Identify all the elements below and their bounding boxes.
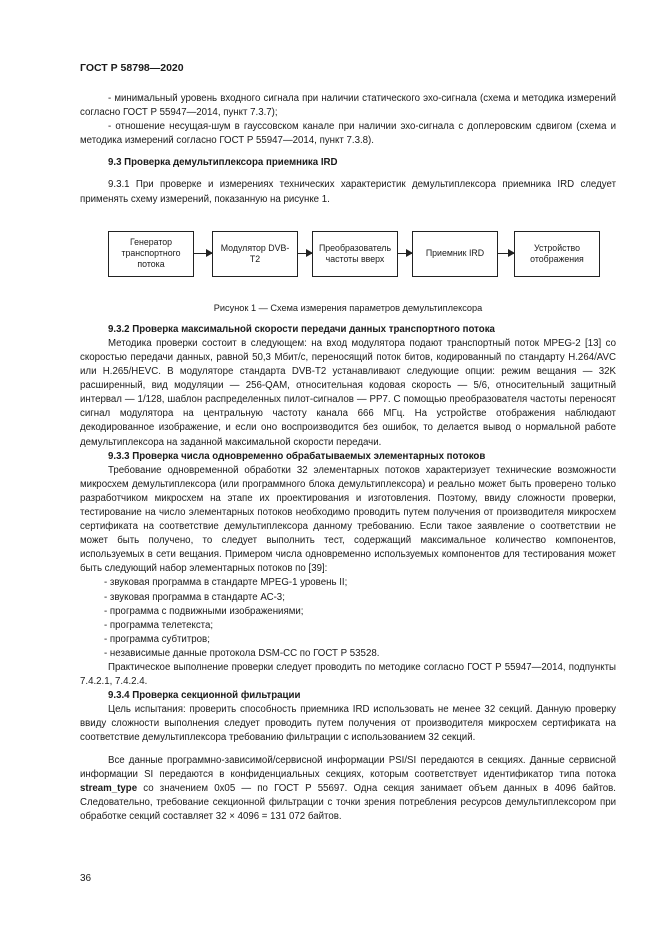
paragraph-9-3-3-method: Практическое выполнение проверки следует проводить по методике согласно ГОСТ Р 55947—2014, подпункты 7.4.2.1, 7.4.2.4.: [80, 662, 616, 688]
arrow-icon: [398, 253, 412, 254]
box-stream-generator: Генератор транспортного потока: [108, 231, 194, 277]
arrow-icon: [498, 253, 514, 254]
paragraph-9-3-3: Требование одновременной обработки 32 элементарных потоков характеризует технические возможности микросхем демультиплексора (или программного блока демультиплексора) и реально может быть проверено только разработчиком микросхем на этапе их проектирования и изготовления. Поэтому, ввиду сложности проверки, тестирование на число элементарных потоков необходимо проводить путем получения от производителя микросхем сертификата на соответствие демультиплексора данному требованию. Если такое заявление о соответствии не может быть получено, то следует выполнить тест, содержащий максимальное количество компонентов, используемых в сети вещания. Примером числа одновременно используемых компонентов для тестирования может быть следующий набор элементарных потоков по [39]:: [80, 464, 616, 575]
list-item: - звуковая программа в стандарте АС-3;: [104, 591, 285, 603]
list-item: - звуковая программа в стандарте MPEG-1 уровень II;: [104, 577, 348, 589]
page-number: 36: [80, 873, 92, 884]
arrow-icon: [298, 253, 312, 254]
figure-caption: Рисунок 1 — Схема измерения параметров демультиплексора: [213, 302, 483, 313]
section-heading-9-3-3: 9.3.3 Проверка числа одновременно обрабатываемых элементарных потоков: [108, 450, 486, 462]
arrow-icon: [194, 253, 212, 254]
intro-item: - минимальный уровень входного сигнала при наличии статического эхо-сигнала (схема и методика измерений согласно ГОСТ Р 55947—2014, пункт 7.3.7);: [80, 93, 616, 119]
box-display-device: Устройство отображения: [514, 231, 600, 277]
box-modulator: Модулятор DVB-T2: [212, 231, 298, 277]
page-body: [80, 92, 616, 824]
list-item: - программа субтитров;: [104, 633, 210, 645]
box-upconverter: Преобразователь частоты вверх: [312, 231, 398, 277]
intro-item: - отношение несущая-шум в гауссовском канале при наличии эхо-сигнала с доплеровским сдвигом (схема и методика измерений согласно ГОСТ Р 55947—2014, пункт 7.3.8).: [80, 121, 616, 147]
list-item: - программа телетекста;: [104, 619, 214, 631]
paragraph-9-3-2: Методика проверки состоит в следующем: на вход модулятора подают транспортный поток MPEG-2 [13] со скоростью передачи данных, равной 50,3 Мбит/с, переносящий поток битов, кодированный по стандарту H.264/AVC или H.265/HEVC. В модуляторе стандарта DVB-T2 устанавливают следующие опции: режим вещания — 32K расширенный, вид модуляции — 256-QAM, относительная кодовая скорость — 5/6, относительный защитный интервал — 1/128, шаблон распределенных пилот-сигналов — PP7. С помощью преобразователя частоты переносят сигнал модулятора на центральную частоту канала 666 МГц. На устройстве отображения наблюдают декодированное изображение, и если оно воспроизводится без ошибок, то делается вывод о нормальной работе демультиплексора на заданной максимальной скорости передачи.: [80, 337, 616, 448]
section-heading-9-3-2: 9.3.2 Проверка максимальной скорости передачи данных транспортного потока: [108, 323, 495, 335]
section-heading-9-3-4: 9.3.4 Проверка секционной фильтрации: [108, 690, 301, 702]
figure-1-diagram: [80, 217, 616, 299]
paragraph-9-3-4-psi-si: [80, 754, 616, 824]
section-heading-9-3: 9.3 Проверка демультиплексора приемника IRD: [108, 157, 338, 169]
list-item: - независимые данные протокола DSM-CC по ГОСТ Р 53528.: [104, 647, 380, 659]
elementary-streams-list: [80, 576, 616, 661]
paragraph-9-3-4-purpose: Цель испытания: проверить способность приемника IRD использовать не менее 32 секций. Данную проверку ввиду сложности выполнения следует проводить путем получения от производителя микросхем сертификата на соответствие демультиплексора требованию фильтрации с использованием 32 секций.: [80, 704, 616, 744]
psi-si-text-end: со значением 0x05 — по ГОСТ Р 55697. Одна секция занимает объем данных в 4096 байтов. Следовательно, требование секционной фильтрации с точки зрения потребления ресурсов демультиплексором при обработке секций составляет 32 × 4096 = 131 072 байтов.: [80, 782, 616, 822]
box-ird-receiver: Приемник IRD: [412, 231, 498, 277]
document-header: ГОСТ Р 58798—2020: [80, 62, 184, 74]
paragraph-9-3-1: 9.3.1 При проверке и измерениях технических характеристик демультиплексора приемника IRD следует применять схему измерений, показанную на рисунке 1.: [80, 179, 616, 205]
psi-si-text-start: Все данные программно-зависимой/сервисной информации PSI/SI передаются в секциях. Данные сервисной информации SI передаются в конфиденциальных секциях, которым соответствует идентификатор типа потока: [80, 754, 616, 780]
stream-type-term: stream_type: [80, 782, 138, 794]
list-item: - программа с подвижными изображениями;: [104, 605, 304, 617]
